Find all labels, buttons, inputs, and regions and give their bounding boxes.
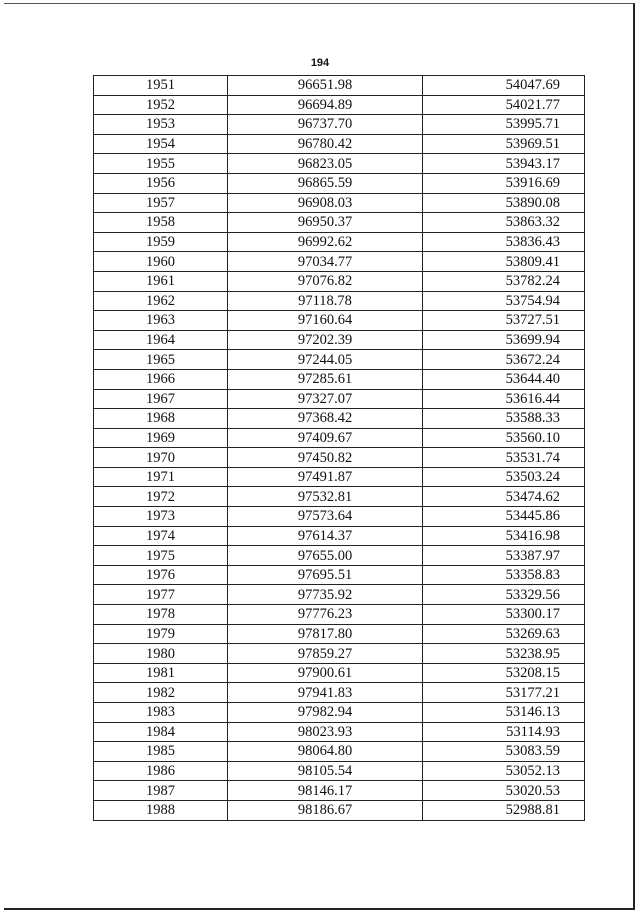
value-b-cell: 53616.44: [423, 389, 585, 409]
value-a-cell: 97614.37: [228, 526, 423, 546]
value-a-cell: 97573.64: [228, 507, 423, 527]
value-b-cell: 53020.53: [423, 781, 585, 801]
table-row: [94, 781, 585, 801]
value-b-cell: 53238.95: [423, 644, 585, 664]
table-row: [94, 330, 585, 350]
year-cell: 1960: [94, 252, 228, 272]
table-body: [94, 76, 585, 821]
value-a-cell: 96823.05: [228, 154, 423, 174]
table-row: [94, 232, 585, 252]
year-cell: 1972: [94, 487, 228, 507]
year-cell: 1988: [94, 800, 228, 820]
value-a-cell: 97327.07: [228, 389, 423, 409]
value-b-cell: 53809.41: [423, 252, 585, 272]
year-cell: 1984: [94, 722, 228, 742]
year-cell: 1976: [94, 565, 228, 585]
value-a-cell: 97982.94: [228, 703, 423, 723]
value-a-cell: 97900.61: [228, 663, 423, 683]
year-cell: 1957: [94, 193, 228, 213]
table-row: [94, 409, 585, 429]
table-row: [94, 565, 585, 585]
value-b-cell: 53503.24: [423, 467, 585, 487]
year-cell: 1978: [94, 605, 228, 625]
value-a-cell: 97244.05: [228, 350, 423, 370]
value-a-cell: 96908.03: [228, 193, 423, 213]
value-a-cell: 96737.70: [228, 115, 423, 135]
table-row: [94, 173, 585, 193]
table-row: [94, 311, 585, 331]
year-cell: 1975: [94, 546, 228, 566]
table-row: [94, 722, 585, 742]
table-row: [94, 663, 585, 683]
value-b-cell: 53890.08: [423, 193, 585, 213]
value-b-cell: 53782.24: [423, 271, 585, 291]
value-a-cell: 97034.77: [228, 252, 423, 272]
value-b-cell: 53114.93: [423, 722, 585, 742]
table-row: [94, 448, 585, 468]
value-a-cell: 96950.37: [228, 213, 423, 233]
value-b-cell: 53531.74: [423, 448, 585, 468]
value-b-cell: 53358.83: [423, 565, 585, 585]
table-row: [94, 369, 585, 389]
value-a-cell: 96651.98: [228, 76, 423, 96]
value-a-cell: 97368.42: [228, 409, 423, 429]
value-a-cell: 97776.23: [228, 605, 423, 625]
table-row: [94, 605, 585, 625]
value-b-cell: 53146.13: [423, 703, 585, 723]
table-row: [94, 95, 585, 115]
value-a-cell: 96865.59: [228, 173, 423, 193]
year-cell: 1962: [94, 291, 228, 311]
value-b-cell: 53727.51: [423, 311, 585, 331]
table-row: [94, 291, 585, 311]
value-b-cell: 53754.94: [423, 291, 585, 311]
year-cell: 1980: [94, 644, 228, 664]
value-b-cell: 53387.97: [423, 546, 585, 566]
year-cell: 1952: [94, 95, 228, 115]
year-cell: 1951: [94, 76, 228, 96]
value-a-cell: 97202.39: [228, 330, 423, 350]
year-cell: 1963: [94, 311, 228, 331]
table-row: [94, 271, 585, 291]
table-row: [94, 683, 585, 703]
value-a-cell: 97817.80: [228, 624, 423, 644]
year-cell: 1966: [94, 369, 228, 389]
value-b-cell: 53445.86: [423, 507, 585, 527]
value-b-cell: 53672.24: [423, 350, 585, 370]
value-b-cell: 53560.10: [423, 428, 585, 448]
value-b-cell: 53474.62: [423, 487, 585, 507]
value-a-cell: 96694.89: [228, 95, 423, 115]
year-cell: 1955: [94, 154, 228, 174]
value-a-cell: 97491.87: [228, 467, 423, 487]
value-b-cell: 53943.17: [423, 154, 585, 174]
value-b-cell: 53083.59: [423, 742, 585, 762]
year-cell: 1969: [94, 428, 228, 448]
value-a-cell: 97941.83: [228, 683, 423, 703]
year-cell: 1956: [94, 173, 228, 193]
year-cell: 1964: [94, 330, 228, 350]
year-cell: 1967: [94, 389, 228, 409]
value-a-cell: 97409.67: [228, 428, 423, 448]
value-a-cell: 98064.80: [228, 742, 423, 762]
value-b-cell: 53052.13: [423, 761, 585, 781]
table-row: [94, 644, 585, 664]
value-b-cell: 53588.33: [423, 409, 585, 429]
value-b-cell: 53300.17: [423, 605, 585, 625]
value-b-cell: 53269.63: [423, 624, 585, 644]
value-b-cell: 53416.98: [423, 526, 585, 546]
value-a-cell: 98146.17: [228, 781, 423, 801]
table-row: [94, 487, 585, 507]
table-row: [94, 252, 585, 272]
value-b-cell: 53863.32: [423, 213, 585, 233]
table-row: [94, 467, 585, 487]
year-cell: 1986: [94, 761, 228, 781]
year-cell: 1959: [94, 232, 228, 252]
table-row: [94, 193, 585, 213]
value-b-cell: 53916.69: [423, 173, 585, 193]
value-b-cell: 53995.71: [423, 115, 585, 135]
value-b-cell: 54021.77: [423, 95, 585, 115]
table-row: [94, 546, 585, 566]
value-a-cell: 96780.42: [228, 134, 423, 154]
value-a-cell: 97285.61: [228, 369, 423, 389]
value-a-cell: 97859.27: [228, 644, 423, 664]
year-cell: 1973: [94, 507, 228, 527]
year-cell: 1971: [94, 467, 228, 487]
table-row: [94, 585, 585, 605]
table-row: [94, 624, 585, 644]
year-cell: 1965: [94, 350, 228, 370]
value-b-cell: 52988.81: [423, 800, 585, 820]
value-a-cell: 98105.54: [228, 761, 423, 781]
year-cell: 1970: [94, 448, 228, 468]
value-b-cell: 53969.51: [423, 134, 585, 154]
year-cell: 1983: [94, 703, 228, 723]
value-b-cell: 53208.15: [423, 663, 585, 683]
year-cell: 1981: [94, 663, 228, 683]
table-row: [94, 389, 585, 409]
year-cell: 1954: [94, 134, 228, 154]
year-cell: 1987: [94, 781, 228, 801]
value-a-cell: 97735.92: [228, 585, 423, 605]
page-number: 194: [310, 57, 330, 69]
table-row: [94, 526, 585, 546]
table-row: [94, 115, 585, 135]
table-row: [94, 761, 585, 781]
value-a-cell: 97076.82: [228, 271, 423, 291]
value-a-cell: 97118.78: [228, 291, 423, 311]
value-a-cell: 97160.64: [228, 311, 423, 331]
value-a-cell: 98186.67: [228, 800, 423, 820]
table-row: [94, 703, 585, 723]
year-cell: 1968: [94, 409, 228, 429]
table-row: [94, 800, 585, 820]
table-row: [94, 76, 585, 96]
table-row: [94, 134, 585, 154]
value-a-cell: 97532.81: [228, 487, 423, 507]
year-cell: 1974: [94, 526, 228, 546]
value-b-cell: 53177.21: [423, 683, 585, 703]
year-cell: 1958: [94, 213, 228, 233]
value-b-cell: 54047.69: [423, 76, 585, 96]
year-cell: 1961: [94, 271, 228, 291]
value-b-cell: 53644.40: [423, 369, 585, 389]
value-a-cell: 98023.93: [228, 722, 423, 742]
value-b-cell: 53699.94: [423, 330, 585, 350]
value-b-cell: 53329.56: [423, 585, 585, 605]
year-cell: 1985: [94, 742, 228, 762]
value-a-cell: 97655.00: [228, 546, 423, 566]
data-table: [93, 75, 585, 821]
year-cell: 1979: [94, 624, 228, 644]
table-row: [94, 154, 585, 174]
year-cell: 1953: [94, 115, 228, 135]
table-row: [94, 350, 585, 370]
value-a-cell: 96992.62: [228, 232, 423, 252]
table-row: [94, 742, 585, 762]
value-a-cell: 97695.51: [228, 565, 423, 585]
table-row: [94, 213, 585, 233]
value-a-cell: 97450.82: [228, 448, 423, 468]
year-cell: 1982: [94, 683, 228, 703]
year-cell: 1977: [94, 585, 228, 605]
value-b-cell: 53836.43: [423, 232, 585, 252]
table-row: [94, 428, 585, 448]
table-row: [94, 507, 585, 527]
